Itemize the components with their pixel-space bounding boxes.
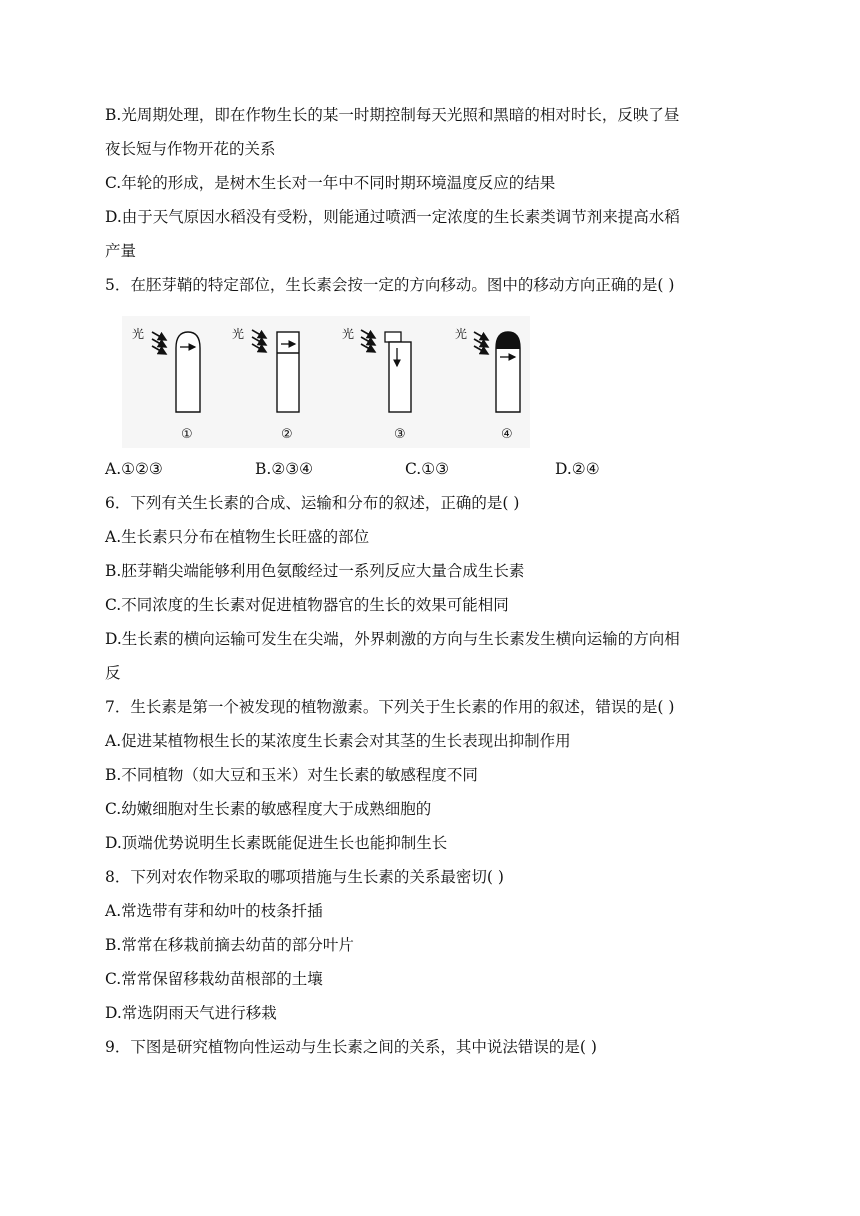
q7-option-b: B.不同植物（如大豆和玉米）对生长素的敏感程度不同 xyxy=(105,766,478,784)
coleoptile-4 xyxy=(455,326,520,442)
figure-label-4: ④ xyxy=(501,427,513,442)
light-rays-1 xyxy=(152,332,166,354)
q7-option-d: D.顶端优势说明生长素既能促进生长也能抑制生长 xyxy=(105,834,448,852)
q8-option-d: D.常选阴雨天气进行移栽 xyxy=(105,1004,277,1022)
q6-option-b: B.胚芽鞘尖端能够利用色氨酸经过一系列反应大量合成生长素 xyxy=(105,562,525,580)
q5-option-c: C.①③ xyxy=(405,460,450,478)
q5-stem: 5．在胚芽鞘的特定部位，生长素会按一定的方向移动。图中的移动方向正确的是( ) xyxy=(105,276,675,294)
q4-option-d-line2: 产量 xyxy=(105,242,137,260)
q6-option-d-line1: D.生长素的横向运输可发生在尖端，外界刺激的方向与生长素发生横向运输的方向相 xyxy=(105,630,680,648)
q8-option-c: C.常常保留移栽幼苗根部的土壤 xyxy=(105,970,323,988)
q6-option-c: C.不同浓度的生长素对促进植物器官的生长的效果可能相同 xyxy=(105,596,509,614)
q6-option-a: A.生长素只分布在植物生长旺盛的部位 xyxy=(105,528,370,546)
light-label-1: 光 xyxy=(132,327,145,341)
coleoptile-1 xyxy=(132,326,200,442)
coleoptile-2 xyxy=(232,326,299,442)
light-label-4: 光 xyxy=(455,327,468,341)
q6-stem: 6．下列有关生长素的合成、运输和分布的叙述，正确的是( ) xyxy=(105,494,520,512)
q8-option-b: B.常常在移栽前摘去幼苗的部分叶片 xyxy=(105,936,354,954)
figure-label-1: ① xyxy=(181,427,193,442)
figure-label-2: ② xyxy=(281,427,293,442)
q7-option-a: A.促进某植物根生长的某浓度生长素会对其茎的生长表现出抑制作用 xyxy=(105,732,571,750)
q5-option-d: D.②④ xyxy=(555,460,600,478)
coleoptile-3 xyxy=(342,326,411,442)
light-label-2: 光 xyxy=(232,327,245,341)
light-rays-2 xyxy=(252,330,266,352)
q8-option-a: A.常选带有芽和幼叶的枝条扦插 xyxy=(105,902,323,920)
light-rays-3 xyxy=(361,330,375,352)
q7-stem: 7．生长素是第一个被发现的植物激素。下列关于生长素的作用的叙述，错误的是( ) xyxy=(105,698,675,716)
coleoptile-figure xyxy=(122,316,530,448)
q4-option-c: C.年轮的形成，是树木生长对一年中不同时期环境温度反应的结果 xyxy=(105,174,556,192)
q4-option-b-line2: 夜长短与作物开花的关系 xyxy=(105,140,276,158)
light-rays-4 xyxy=(474,332,488,354)
q8-stem: 8．下列对农作物采取的哪项措施与生长素的关系最密切( ) xyxy=(105,868,504,886)
q5-option-a: A.①②③ xyxy=(105,460,163,478)
q5-option-b: B.②③④ xyxy=(255,460,314,478)
q9-stem: 9．下图是研究植物向性运动与生长素之间的关系，其中说法错误的是( ) xyxy=(105,1038,597,1056)
coleoptile-diagram xyxy=(122,316,530,448)
q6-option-d-line2: 反 xyxy=(105,664,121,682)
q4-option-d-line1: D.由于天气原因水稻没有受粉，则能通过喷洒一定浓度的生长素类调节剂来提高水稻 xyxy=(105,208,680,226)
figure-label-3: ③ xyxy=(394,427,406,442)
q4-option-b-line1: B.光周期处理，即在作物生长的某一时期控制每天光照和黑暗的相对时长，反映了昼 xyxy=(105,106,680,124)
q7-option-c: C.幼嫩细胞对生长素的敏感程度大于成熟细胞的 xyxy=(105,800,432,818)
light-label-3: 光 xyxy=(342,327,355,341)
